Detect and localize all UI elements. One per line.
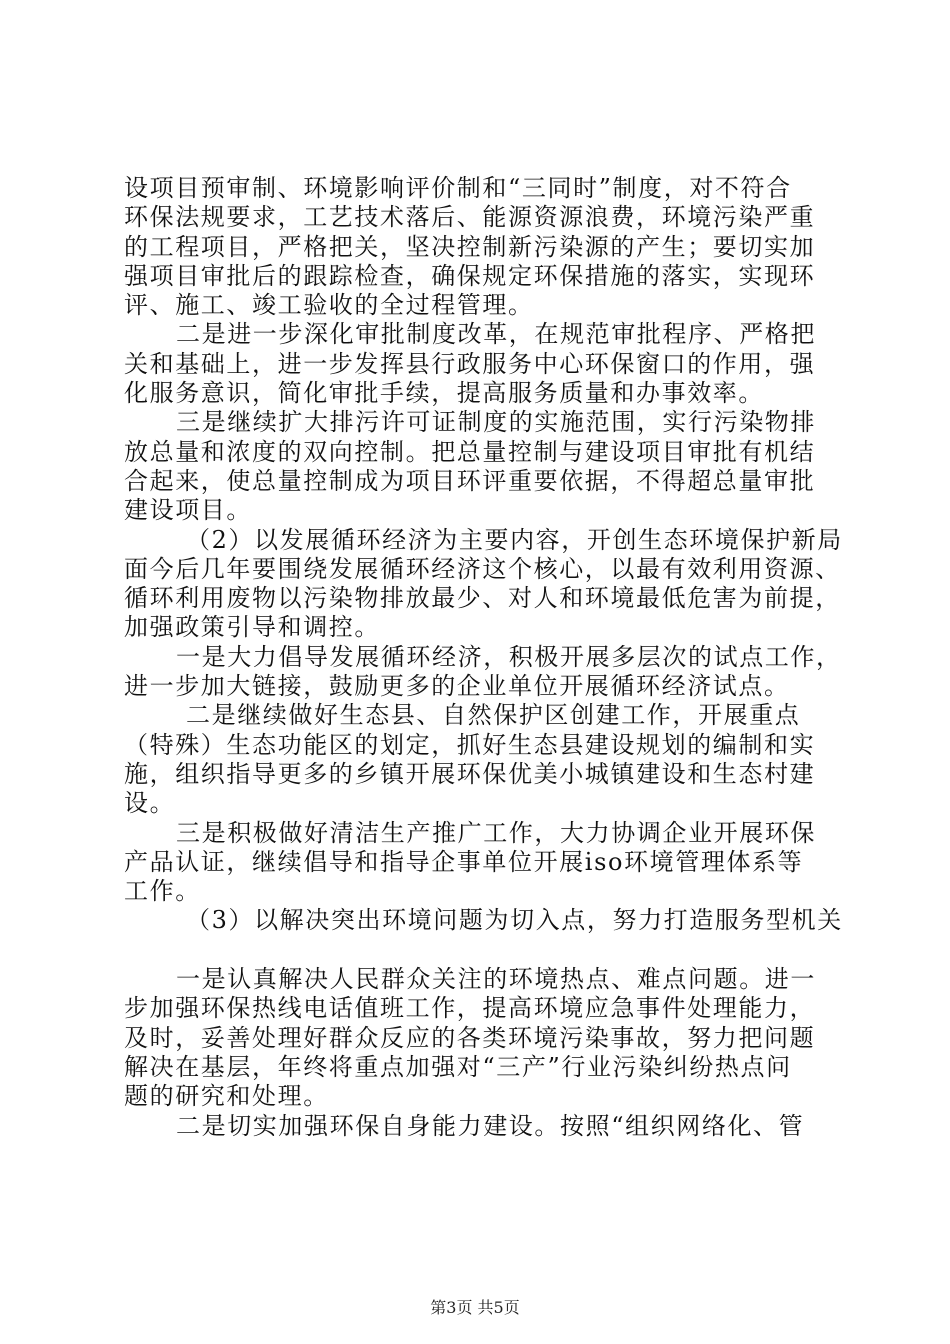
paragraph-start-line: 三是积极做好清洁生产推广工作，大力协调企业开展环保	[176, 818, 816, 847]
text-line: 建设项目。	[124, 496, 252, 525]
blank-line	[124, 936, 834, 965]
text-line: 的工程项目，严格把关，坚决控制新污染源的产生；要切实加	[124, 232, 816, 261]
page-number-footer: 第3页 共5页	[430, 1298, 520, 1317]
text-line: 循环利用废物以污染物排放最少、对人和环境最低危害为前提，	[124, 584, 841, 613]
text-line: 面今后几年要围绕发展循环经济这个核心，以最有效利用资源、	[124, 554, 841, 583]
text-line: 产品认证，继续倡导和指导企事单位开展iso环境管理体系等	[124, 847, 804, 876]
text-line: 解决在基层，年终将重点加强对“三产”行业污染纠纷热点问	[124, 1052, 792, 1081]
text-line: 施，组织指导更多的乡镇开展环保优美小城镇建设和生态村建	[124, 759, 816, 788]
text-line: 进一步加大链接，鼓励更多的企业单位开展循环经济试点。	[124, 672, 790, 701]
text-line: 设。	[124, 789, 176, 818]
text-line: 关和基础上，进一步发挥县行政服务中心环保窗口的作用，强	[124, 349, 816, 378]
section-heading-line: （3）以解决突出环境问题为切入点，努力打造服务型机关	[186, 906, 843, 935]
paragraph-start-line: 二是进一步深化审批制度改革，在规范审批程序、严格把	[176, 320, 816, 349]
text-line: （特殊）生态功能区的划定，抓好生态县建设规划的编制和实	[124, 730, 816, 759]
document-body	[124, 174, 843, 1141]
text-line: 及时，妥善处理好群众反应的各类环境污染事故，努力把问题	[124, 1023, 816, 1052]
paragraph-start-line: 二是继续做好生态县、自然保护区创建工作，开展重点	[186, 701, 801, 730]
text-line: 设项目预审制、环境影响评价制和“三同时”制度，对不符合	[124, 174, 792, 202]
text-line: 工作。	[124, 877, 201, 906]
paragraph-start-line: 一是认真解决人民群众关注的环境热点、难点问题。进一	[176, 965, 816, 994]
text-line: 化服务意识，简化审批手续，提高服务质量和办事效率。	[124, 379, 764, 408]
text-line: 放总量和浓度的双向控制。把总量控制与建设项目审批有机结	[124, 437, 816, 466]
text-line: 评、施工、竣工验收的全过程管理。	[124, 291, 534, 320]
section-heading-line: （2）以发展循环经济为主要内容，开创生态环境保护新局	[186, 525, 843, 554]
text-line: 步加强环保热线电话值班工作，提高环境应急事件处理能力，	[124, 994, 816, 1023]
text-line: 加强政策引导和调控。	[124, 613, 380, 642]
paragraph-start-line: 三是继续扩大排污许可证制度的实施范围，实行污染物排	[176, 408, 816, 437]
text-line: 合起来，使总量控制成为项目环评重要依据，不得超总量审批	[124, 466, 816, 495]
paragraph-start-line: 二是切实加强环保自身能力建设。按照“组织网络化、管	[176, 1111, 805, 1140]
paragraph-start-line: 一是大力倡导发展循环经济，积极开展多层次的试点工作，	[176, 642, 842, 671]
text-line: 环保法规要求，工艺技术落后、能源资源浪费，环境污染严重	[124, 203, 816, 232]
text-line: 强项目审批后的跟踪检查，确保规定环保措施的落实，实现环	[124, 261, 816, 290]
text-line: 题的研究和处理。	[124, 1082, 329, 1111]
